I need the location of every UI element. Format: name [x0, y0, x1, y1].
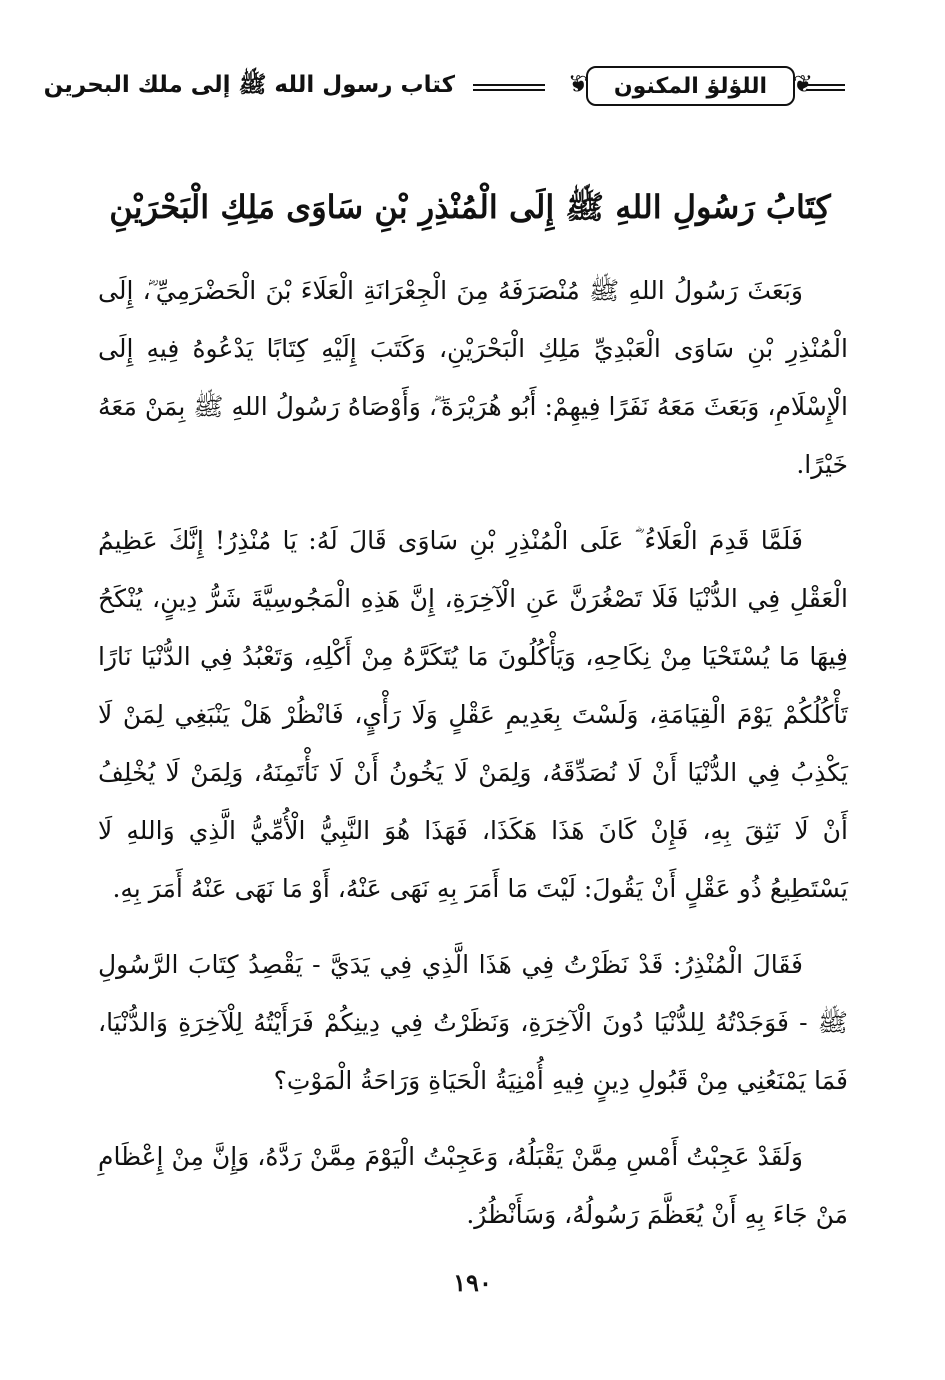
body-text — [98, 262, 848, 1262]
running-title: كتاب رسول الله ﷺ إلى ملك البحرين — [43, 72, 455, 98]
paragraph: وَلَقَدْ عَجِبْتُ أَمْسِ مِمَّنْ يَقْبَلُهُ، وَعَجِبْتُ الْيَوْمَ مِمَّنْ رَدَّهُ، وَإِنَّ مِنْ إِعْظَامِ مَنْ جَاءَ بِهِ أَنْ يُعَظَّمَ رَسُولُهُ، وَسَأَنْظُرُ. — [98, 1142, 848, 1229]
paragraph: فَقَالَ الْمُنْذِرُ: قَدْ نَظَرْتُ فِي هَذَا الَّذِي فِي يَدَيَّ - يَقْصِدُ كِتَابَ الرَّسُولِ ﷺ - فَوَجَدْتُهُ لِلدُّنْيَا دُونَ الْآخِرَةِ، وَنَظَرْتُ فِي دِينِكُمْ فَرَأَيْتُهُ لِلْآخِرَةِ وَالدُّنْيَا، فَمَا يَمْنَعُنِي مِنْ قَبُولِ دِينٍ فِيهِ أُمْنِيَةُ الْحَيَاةِ وَرَاحَةُ الْمَوْتِ؟ — [98, 950, 848, 1095]
page-number: ١٩٠ — [453, 1268, 492, 1297]
book-title-cartouche — [586, 66, 795, 106]
page-header — [43, 60, 845, 112]
chapter-title: كِتَابُ رَسُولِ اللهِ ﷺ إِلَى الْمُنْذِرِ بْنِ سَاوَى مَلِكِ الْبَحْرَيْنِ — [109, 188, 831, 226]
header-rule-middle — [473, 84, 545, 86]
paragraph: فَلَمَّا قَدِمَ الْعَلَاءُ ؓ عَلَى الْمُنْذِرِ بْنِ سَاوَى قَالَ لَهُ: يَا مُنْذِرُ! إِنَّكَ عَظِيمُ الْعَقْلِ فِي الدُّنْيَا فَلَا تَصْغُرَنَّ عَنِ الْآخِرَةِ، إِنَّ هَذِهِ الْمَجُوسِيَّةَ شَرُّ دِينٍ، يُنْكَحُ فِيهَا مَا يُسْتَحْيَا مِنْ نِكَاحِهِ، وَيَأْكُلُونَ مَا يُتَكَرَّهُ مِنْ أَكْلِهِ، وَتَعْبُدُ فِي الدُّنْيَا نَارًا تَأْكُلُكُمْ يَوْمَ الْقِيَامَةِ، وَلَسْتَ بِعَدِيمِ عَقْلٍ وَلَا رَأْيٍ، فَانْظُرْ هَلْ يَنْبَغِي لِمَنْ لَا يَكْذِبُ فِي الدُّنْيَا أَنْ لَا نُصَدِّقَهُ، وَلِمَنْ لَا يَخُونُ أَنْ لَا نَأْتَمِنَهُ، وَلِمَنْ لَا يُخْلِفُ أَنْ لَا نَثِقَ بِهِ، فَإِنْ كَانَ هَذَا هَكَذَا، فَهَذَا هُوَ النَّبِيُّ الْأُمِّيُّ الَّذِي وَاللهِ لَا يَسْتَطِيعُ ذُو عَقْلٍ أَنْ يَقُولَ: لَيْتَ مَا أَمَرَ بِهِ نَهَى عَنْهُ، أَوْ مَا نَهَى عَنْهُ أَمَرَ بِهِ. — [98, 526, 848, 903]
book-title: ❦ اللؤلؤ المكنون — [613, 73, 768, 99]
paragraph: وَبَعَثَ رَسُولُ اللهِ ﷺ مُنْصَرَفَهُ مِنَ الْجِعْرَانَةِ الْعَلَاءَ بْنَ الْحَضْرَمِيِّ ؓ، إِلَى الْمُنْذِرِ بْنِ سَاوَى الْعَبْدِيِّ مَلِكِ الْبَحْرَيْنِ، وَكَتَبَ إِلَيْهِ كِتَابًا يَدْعُوهُ فِيهِ إِلَى الْإِسْلَامِ، وَبَعَثَ مَعَهُ نَفَرًا فِيهِمْ: أَبُو هُرَيْرَةَ ؓ، وَأَوْصَاهُ رَسُولُ اللهِ ﷺ بِمَنْ مَعَهُ خَيْرًا. — [98, 276, 848, 479]
